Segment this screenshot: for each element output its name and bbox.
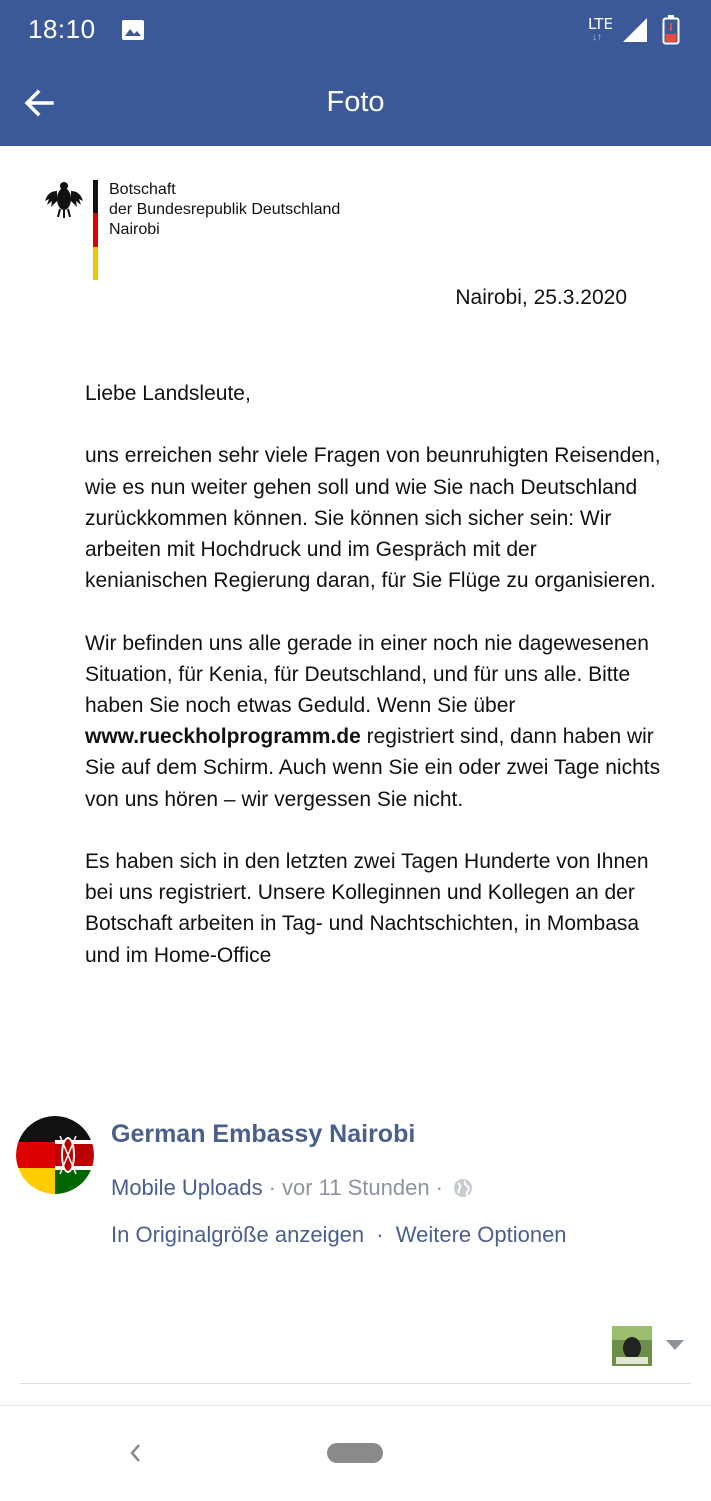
federal-eagle-icon — [44, 179, 84, 219]
data-activity-icon: ↓↑ — [592, 32, 602, 43]
view-full-size-link[interactable]: In Originalgröße anzeigen — [111, 1222, 365, 1247]
chevron-down-icon[interactable] — [666, 1340, 684, 1350]
photo-options — [111, 1222, 567, 1248]
app-bar — [0, 60, 711, 146]
signal-icon — [623, 18, 647, 42]
post-meta — [111, 1175, 473, 1201]
status-time: 18:10 — [28, 14, 96, 44]
letter-greeting: Liebe Landsleute, — [85, 382, 251, 405]
nav-back-icon[interactable] — [124, 1441, 148, 1465]
letter-paragraph: Es haben sich in den letzten zwei Tagen Hunderte von Ihnen bei uns registriert. Unsere Kolleginnen und Kollegen an der Botschaft arbeiten in Tag- und Nachtschichten, in Mombasa und im Home-Office — [85, 850, 649, 967]
more-options-link[interactable]: Weitere Optionen — [395, 1222, 567, 1247]
letterhead-line: Nairobi — [109, 221, 160, 238]
divider — [20, 1383, 691, 1384]
paragraph-text: registriert sind, dann haben wir Sie auf dem Schirm. Auch wenn Sie ein oder zwei Tage nichts von uns hören – wir vergessen Sie nicht. — [85, 725, 661, 811]
globe-icon — [453, 1178, 473, 1198]
letterhead-line: Botschaft — [109, 181, 176, 198]
page-name-link[interactable]: German Embassy Nairobi — [111, 1120, 416, 1148]
letterhead — [109, 180, 340, 240]
gallery-icon — [121, 19, 145, 41]
letter-paragraph — [85, 628, 665, 815]
network-type: LTE — [588, 15, 613, 33]
user-avatar[interactable] — [612, 1326, 652, 1366]
nav-home-pill[interactable] — [327, 1443, 383, 1463]
letterhead-line: der Bundesrepublik Deutschland — [109, 201, 341, 218]
paragraph-text: Wir befinden uns alle gerade in einer noch nie dagewesenen Situation, für Kenia, für Deutschland, und für uns alle. Bitte haben Sie noch etwas Geduld. Wenn Sie über — [85, 631, 649, 717]
system-nav-bar — [0, 1405, 711, 1501]
letter-website: www.rueckholprogramm.de — [85, 725, 361, 749]
separator: · — [435, 1175, 443, 1200]
letter-body — [85, 378, 665, 1002]
letter-date: Nairobi, 25.3.2020 — [455, 286, 627, 309]
post-time[interactable]: vor 11 Stunden — [281, 1175, 430, 1200]
page-title: Foto — [326, 86, 385, 118]
status-bar — [0, 0, 711, 60]
separator: · — [268, 1175, 276, 1200]
letter-paragraph: uns erreichen sehr viele Fragen von beunruhigten Reisenden, wie es nun weiter gehen soll und wie Sie nach Deutschland zurückkommen können. Sie können sich sicher sein: Wir arbeiten mit Hochdruck und im Gespräch mit der kenianischen Regierung daran, für Sie Flüge zu organisieren. — [85, 444, 661, 593]
album-link[interactable]: Mobile Uploads — [111, 1175, 263, 1200]
german-flag-bar — [93, 180, 98, 280]
battery-icon — [662, 15, 680, 45]
photo-viewer[interactable] — [0, 146, 711, 1090]
page-avatar[interactable] — [16, 1116, 94, 1194]
separator: · — [376, 1222, 384, 1247]
